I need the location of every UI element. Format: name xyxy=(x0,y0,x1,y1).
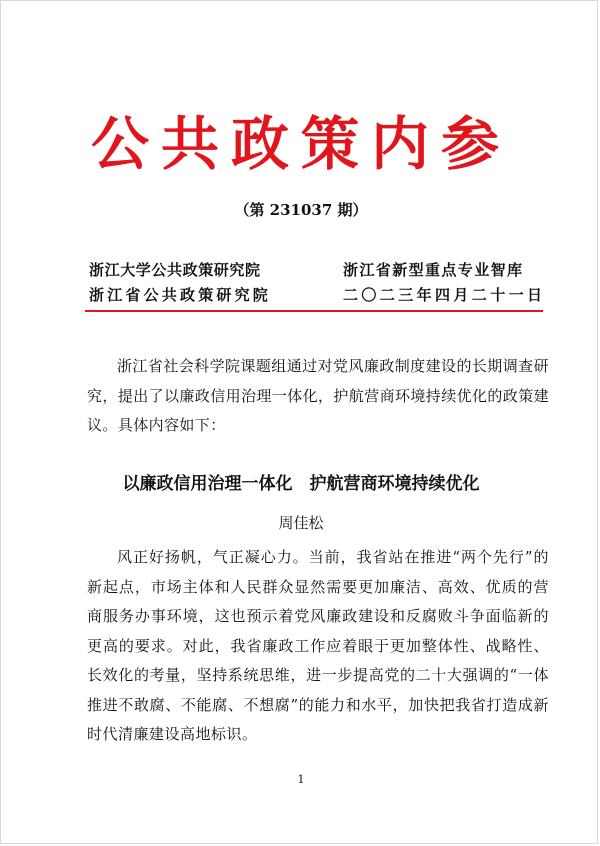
issue-date: 二〇二三年四月二十一日 xyxy=(343,286,546,304)
left-org-1: 浙江大学公共政策研究院 xyxy=(89,261,261,279)
article-title: 以廉政信用治理一体化 护航营商环境持续优化 xyxy=(122,474,480,494)
left-org-2: 浙江省公共政策研究院 xyxy=(89,286,272,304)
right-org: 浙江省新型重点专业智库 xyxy=(343,261,524,279)
masthead-title: 公共政策内参 xyxy=(90,110,511,178)
body-paragraph: 风正好扬帆，气正凝心力。当前，我省站在推进“两个先行”的新起点，市场主体和人民群众显然需要更加廉洁、高效、优质的营商服务办事环境，这也预示着党风廉政建设和反腐败斗争面临新的更高的要求。对此，我省廉政工作应着眼于更加整体性、战略性、长效化的考量，坚持系统思维，进一步提高党的二十大强调的“一体推进不敢腐、不能腐、不想腐”的能力和水平，加快把我省打造成新时代清廉建设高地标识。 xyxy=(87,548,549,743)
intro-paragraph: 浙江省社会科学院课题组通过对党风廉政制度建设的长期调查研究，提出了以廉政信用治理一体化，护航营商环境持续优化的政策建议。具体内容如下： xyxy=(87,357,550,434)
issue-number: （第 231037 期） xyxy=(234,201,368,219)
page-number: 1 xyxy=(297,773,305,786)
article-author: 周佳松 xyxy=(278,514,324,532)
header-divider xyxy=(85,310,543,312)
